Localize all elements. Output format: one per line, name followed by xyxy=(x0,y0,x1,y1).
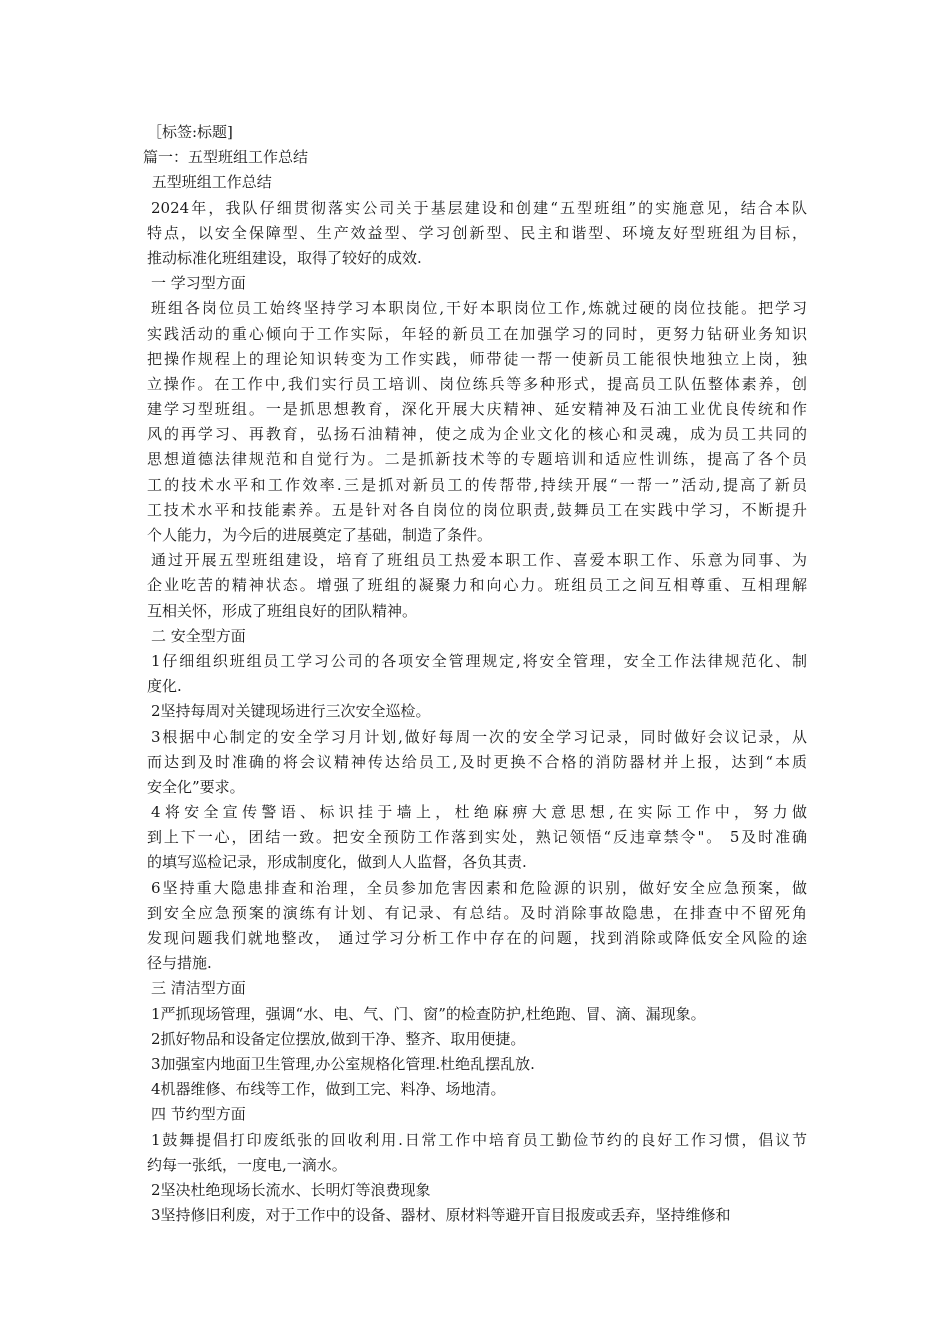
document-body xyxy=(143,120,807,1228)
text-line: 互相关怀，形成了班组良好的团队精神。 xyxy=(147,601,418,620)
document-subtitle: 五型班组工作总结 xyxy=(147,173,272,192)
paragraph xyxy=(147,1027,807,1052)
text-line: 建学习型班组。一是抓思想教育，深化开展大庆精神、延安精神及石油工业优良传统和作 xyxy=(147,400,807,419)
text-line: 1鼓舞提倡打印废纸张的回收利用.日常工作中培育员工勤俭节约的良好工作习惯，倡议节 xyxy=(151,1130,807,1149)
paragraph xyxy=(147,725,807,801)
text-line: 到安全应急预案的演练有计划、有记录、有总结。及时消除事故隐患，在排查中不留死角 xyxy=(147,903,807,922)
text-line: 1严抓现场管理，强调“水、电、气、门、窗”的检查防护,杜绝跑、冒、滴、漏现象。 xyxy=(151,1004,706,1023)
text-line: 6坚持重大隐患排查和治理，全员参加危害因素和危险源的识别，做好安全应急预案，做 xyxy=(151,878,807,897)
text-line: 发现问题我们就地整改， 通过学习分析工作中存在的问题，找到消除或降低安全风险的途 xyxy=(147,929,807,947)
text-line: 度化. xyxy=(147,677,182,696)
text-line: 思想道德法律规范和自觉行为。二是抓新技术等的专题培训和适应性训练，提高了各个员 xyxy=(147,450,807,469)
text-line: 三 清洁型方面 xyxy=(151,979,246,998)
text-line: 企业吃苦的精神状态。增强了班组的凝聚力和向心力。班组员工之间互相尊重、互相理解 xyxy=(147,576,807,595)
paragraph-list xyxy=(147,196,807,1229)
text-line: 实践活动的重心倾向于工作实际，年轻的新员工在加强学习的同时，更努力钻研业务知识 xyxy=(147,324,807,343)
paragraph xyxy=(147,800,807,876)
text-line: 4将安全宣传警语、标识挂于墙上，杜绝麻痹大意思想,在实际工作中，努力做 xyxy=(151,803,807,822)
text-line: 推动标准化班组建设，取得了较好的成效. xyxy=(147,248,422,267)
text-line: 径与措施. xyxy=(147,954,212,973)
text-line: 而达到及时准确的将会议精神传达给员工,及时更换不合格的消防器材并上报，达到“本质 xyxy=(147,752,807,771)
paragraph xyxy=(147,876,807,977)
tag-line: ［标签:标题] xyxy=(147,123,233,141)
text-line: 2024年，我队仔细贯彻落实公司关于基层建设和创建“五型班组”的实施意见，结合本队 xyxy=(151,198,807,217)
document-title: 篇一：五型班组工作总结 xyxy=(143,148,309,167)
text-line: 个人能力，为今后的进展奠定了基础，制造了条件。 xyxy=(147,526,493,544)
text-line: 四 节约型方面 xyxy=(151,1105,246,1124)
paragraph xyxy=(147,976,807,1001)
text-line: 立操作。在工作中,我们实行员工培训、岗位练兵等多种形式，提高员工队伍整体素养，创 xyxy=(147,374,807,393)
paragraph xyxy=(147,1178,807,1203)
text-line: 风的再学习、再教育，弘扬石油精神，使之成为企业文化的核心和灵魂，成为员工共同的 xyxy=(147,425,807,444)
text-line: 2抓好物品和设备定位摆放,做到干净、整齐、取用便捷。 xyxy=(151,1029,526,1048)
paragraph xyxy=(147,624,807,649)
text-line: 约每一张纸，一度电,一滴水。 xyxy=(147,1155,347,1174)
paragraph xyxy=(147,1077,807,1102)
paragraph xyxy=(147,1102,807,1127)
text-line: 特点，以安全保障型、生产效益型、学习创新型、民主和谐型、环境友好型班组为目标， xyxy=(147,223,807,242)
text-line: 安全化”要求。 xyxy=(147,777,245,796)
text-line: 工技术水平和技能素养。五是针对各自岗位的岗位职责,鼓舞员工在实践中学习，不断提升 xyxy=(147,500,807,519)
paragraph xyxy=(147,649,807,699)
text-line: 把操作规程上的理论知识转变为工作实践，师带徒一帮一使新员工能很快地独立上岗，独 xyxy=(147,349,807,368)
text-line: 3坚持修旧利废，对于工作中的设备、器材、原材料等避开盲目报废或丢弃，坚持维修和 xyxy=(151,1206,731,1225)
text-line: 工的技术水平和工作效率.三是抓对新员工的传帮带,持续开展“一帮一”活动,提高了新员 xyxy=(147,475,807,494)
paragraph xyxy=(147,1052,807,1077)
paragraph xyxy=(147,296,807,548)
text-line: 一 学习型方面 xyxy=(151,274,246,293)
text-line: 的填写巡检记录，形成制度化，做到人人监督，各负其责. xyxy=(147,853,527,872)
paragraph xyxy=(147,196,807,272)
text-line: 2坚持每周对关键现场进行三次安全巡检。 xyxy=(151,702,431,721)
text-line: 班组各岗位员工始终坚持学习本职岗位,干好本职岗位工作,炼就过硬的岗位技能。把学习 xyxy=(151,299,807,318)
paragraph xyxy=(147,1002,807,1027)
text-line: 到上下一心，团结一致。把安全预防工作落到实处，熟记领悟“反违章禁令"。 5及时准确 xyxy=(147,828,807,847)
text-line: 2坚决杜绝现场长流水、长明灯等浪费现象 xyxy=(151,1180,431,1199)
paragraph xyxy=(147,548,807,624)
paragraph xyxy=(147,1128,807,1178)
text-line: 通过开展五型班组建设，培育了班组员工热爱本职工作、喜爱本职工作、乐意为同事、为 xyxy=(151,551,807,570)
paragraph xyxy=(147,1203,807,1228)
paragraph xyxy=(147,699,807,724)
text-line: 二 安全型方面 xyxy=(151,626,246,645)
text-line: 3加强室内地面卫生管理,办公室规格化管理.杜绝乱摆乱放. xyxy=(151,1054,535,1073)
text-line: 1仔细组织班组员工学习公司的各项安全管理规定,将安全管理，安全工作法律规范化、制 xyxy=(151,651,807,670)
paragraph xyxy=(147,271,807,296)
text-line: 3根据中心制定的安全学习月计划,做好每周一次的安全学习记录，同时做好会议记录，从 xyxy=(151,727,807,746)
text-line: 4机器维修、布线等工作，做到工完、料净、场地清。 xyxy=(151,1080,506,1099)
